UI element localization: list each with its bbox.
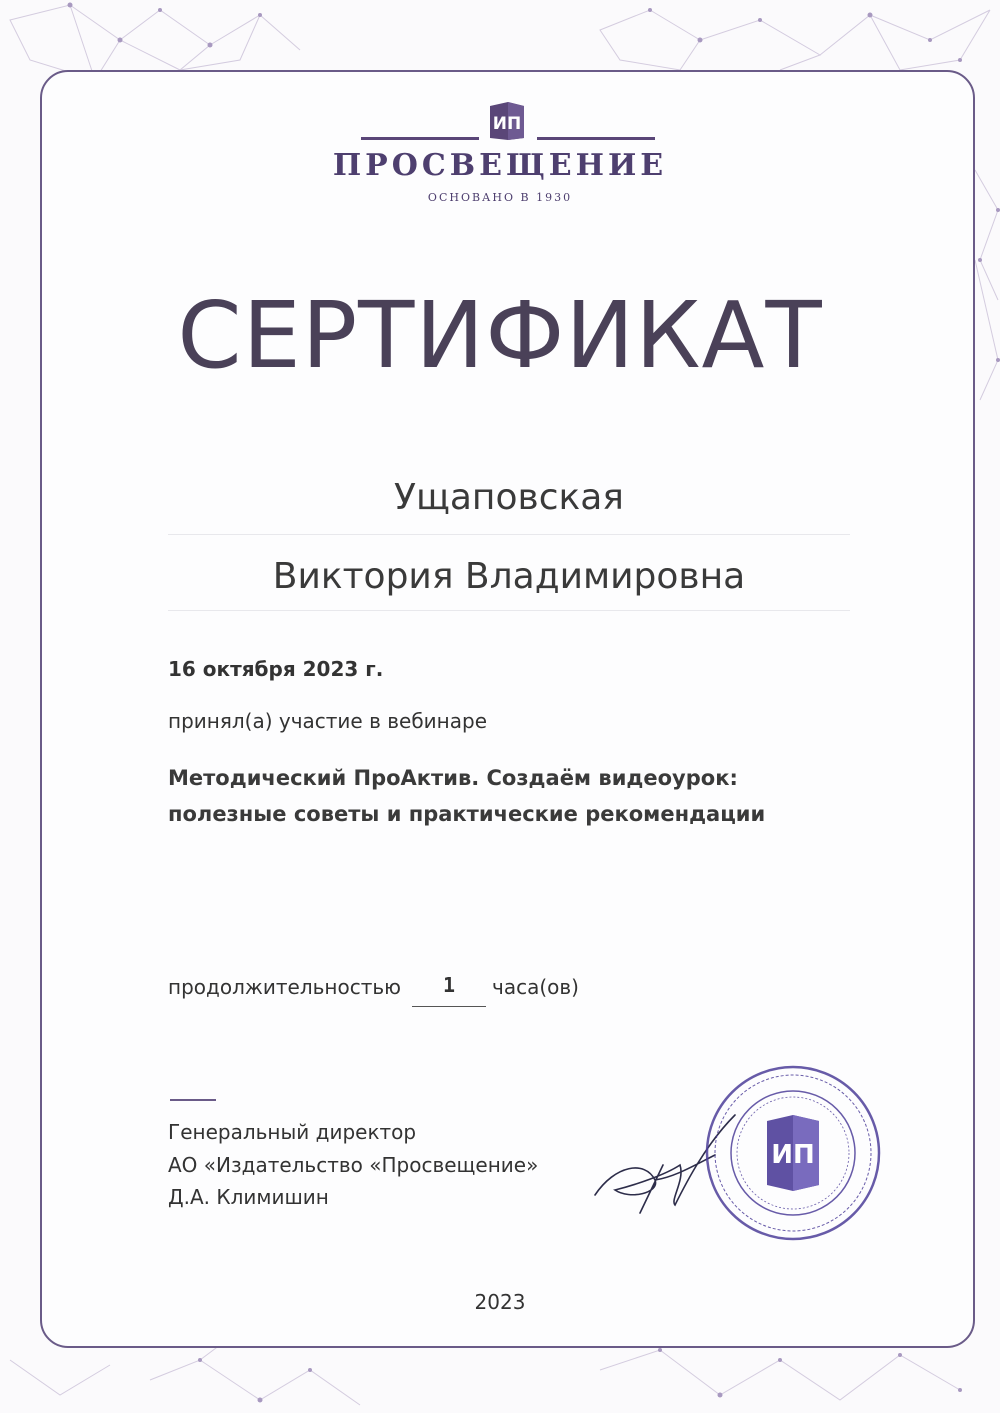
official-stamp-icon — [703, 1063, 883, 1243]
surname-rule — [168, 534, 850, 535]
given-names-rule — [168, 610, 850, 611]
duration-prefix: продолжительностью — [168, 975, 401, 999]
participation-text: принял(а) участие в вебинаре — [168, 709, 487, 733]
certificate-title: СЕРТИФИКАТ — [177, 282, 823, 389]
logo-rule-left — [361, 137, 479, 140]
prosveshchenie-logo-icon — [488, 100, 526, 142]
signatory-name: Д.А. Климишин — [168, 1185, 329, 1209]
event-title — [168, 760, 868, 832]
svg-text:ИП: ИП — [771, 1140, 815, 1170]
publisher-founded: ОСНОВАНО В 1930 — [427, 191, 573, 204]
publisher-name: ПРОСВЕЩЕНИЕ — [332, 148, 668, 183]
signatory-organization: АО «Издательство «Просвещение» — [168, 1153, 539, 1177]
event-title-line-1: Методический ПроАктив. Создаём видеоурок: — [168, 766, 738, 790]
signatory-position: Генеральный директор — [168, 1120, 417, 1144]
event-title-line-2: полезные советы и практические рекомендации — [168, 802, 766, 826]
recipient-surname: Ущаповская — [394, 477, 624, 518]
duration-underline — [412, 1006, 486, 1007]
duration-value: 1 — [442, 973, 456, 997]
duration-suffix: часа(ов) — [492, 975, 579, 999]
certificate-year: 2023 — [474, 1290, 526, 1314]
logo-rule-right — [537, 137, 655, 140]
signature-dash — [170, 1099, 216, 1101]
event-date: 16 октября 2023 г. — [168, 657, 384, 681]
recipient-given-names: Виктория Владимировна — [272, 556, 746, 597]
svg-text:ИП: ИП — [492, 114, 522, 134]
